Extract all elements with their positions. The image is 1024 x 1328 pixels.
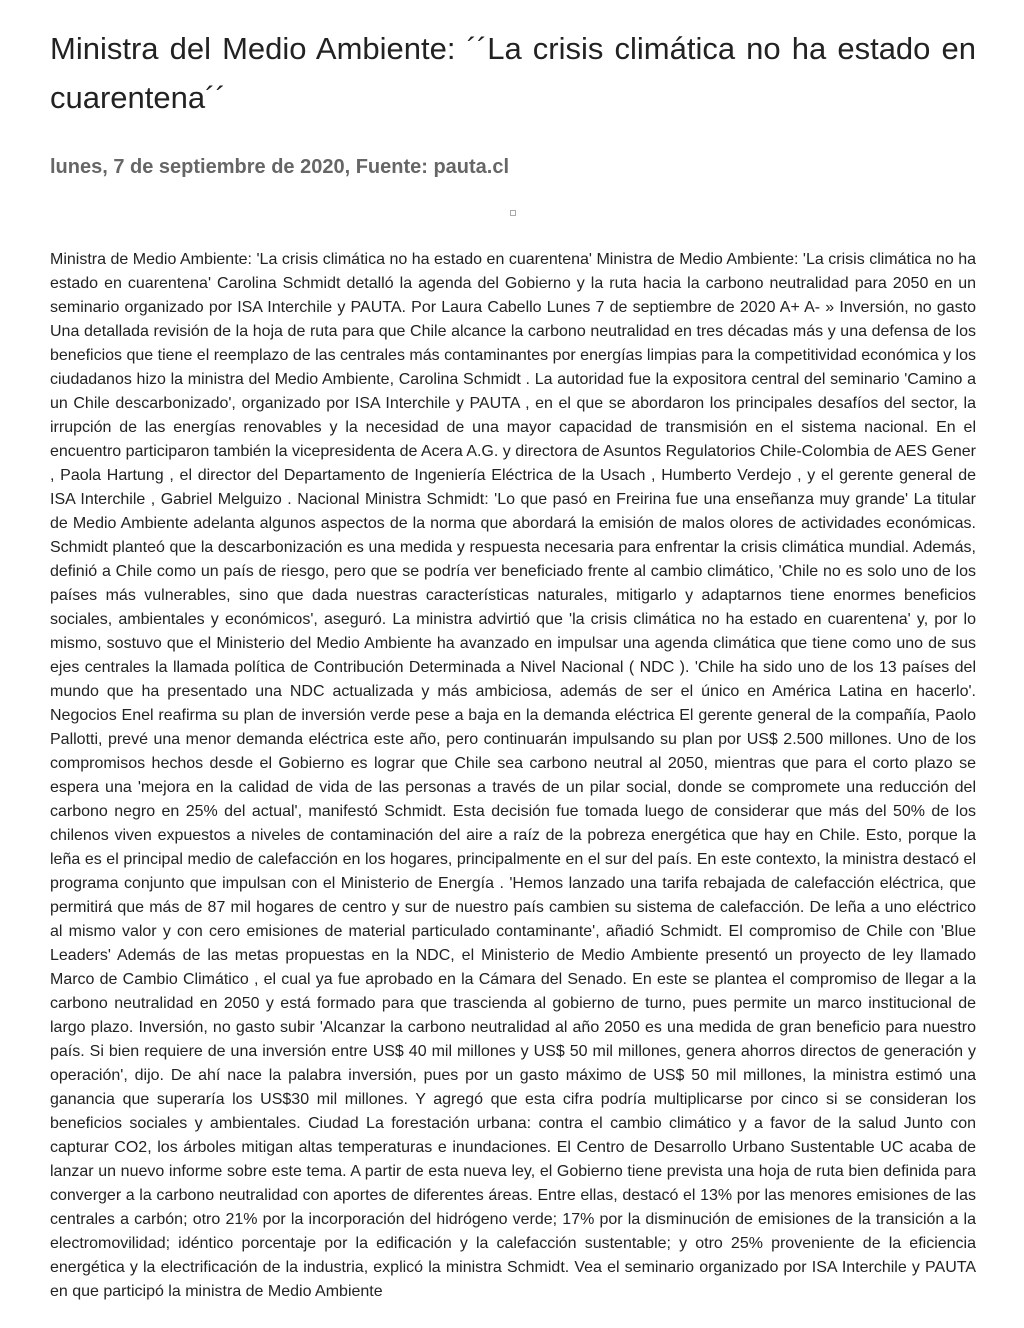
article	[50, 0, 976, 1300]
article-title: Ministra del Medio Ambiente: ´´La crisis climática no ha estado en cuarentena´´	[50, 31, 976, 115]
article-body: Ministra de Medio Ambiente: 'La crisis climática no ha estado en cuarentena' Ministra de Medio Ambiente: 'La crisis climática no ha estado en cuarentena' Carolina Schmidt detalló la agenda del Gobierno y la ruta hacia la carbono neutralidad para 2050 en un seminario organizado por ISA Interchile y PAUTA. Por Laura Cabello Lunes 7 de septiembre de 2020 A+ A- » Inversión, no gasto Una detallada revisión de la hoja de ruta para que Chile alcance la carbono neutralidad en tres décadas más y una defensa de los beneficios que tiene el reemplazo de las centrales más contaminantes por energías limpias para la competitividad económica y los ciudadanos hizo la ministra del Medio Ambiente, Carolina Schmidt . La autoridad fue la expositora central del seminario 'Camino a un Chile descarbonizado', organizado por ISA Interchile y PAUTA , en el que se abordaron los principales desafíos del sector, la irrupción de las energías renovables y la necesidad de una mayor capacidad de transmisión en el sistema nacional. En el encuentro participaron también la vicepresidenta de Acera A.G. y directora de Asuntos Regulatorios Chile-Colombia de AES Gener , Paola Hartung , el director del Departamento de Ingeniería Eléctrica de la Usach , Humberto Verdejo , y el gerente general de ISA Interchile , Gabriel Melguizo . Nacional Ministra Schmidt: 'Lo que pasó en Freirina fue una enseñanza muy grande' La titular de Medio Ambiente adelanta algunos aspectos de la norma que abordará la emisión de malos olores de actividades económicas. Schmidt planteó que la descarbonización es una medida y respuesta necesaria para enfrentar la crisis climática mundial. Además, definió a Chile como un país de riesgo, pero que se podría ver beneficiado frente al cambio climático, 'Chile no es solo uno de los países más vulnerables, sino que dada nuestras características naturales, mitigarlo y adaptarnos tiene enormes beneficios sociales, ambientales y económicos', aseguró. La ministra advirtió que 'la crisis climática no ha estado en cuarentena' y, por lo mismo, sostuvo que el Ministerio del Medio Ambiente ha avanzado en impulsar una agenda climática que tiene como uno de sus ejes centrales la llamada política de Contribución Determinada a Nivel Nacional ( NDC ). 'Chile ha sido uno de los 13 países del mundo que ha presentado una NDC actualizada y más ambiciosa, además de ser el único en América Latina en hacerlo'. Negocios Enel reafirma su plan de inversión verde pese a baja en la demanda eléctrica El gerente general de la compañía, Paolo Pallotti, prevé una menor demanda eléctrica este año, pero continuarán impulsando su plan por US$ 2.500 millones. Uno de los compromisos hechos desde el Gobierno es lograr que Chile sea carbono neutral al 2050, mientras que para el corto plazo se espera una 'mejora en la calidad de vida de las personas a través de un pilar social, donde se compromete una reducción del carbono negro en 25% del actual', manifestó Schmidt. Esta decisión fue tomada luego de considerar que más del 50% de los chilenos viven expuestos a niveles de contaminación del aire a raíz de la pobreza energética que hay en Chile. Esto, porque la leña es el principal medio de calefacción en los hogares, principalmente en el sur del país. En este contexto, la ministra destacó el programa conjunto que impulsan con el Ministerio de Energía . 'Hemos lanzado una tarifa rebajada de calefacción eléctrica, que permitirá que más de 87 mil hogares de centro y sur de nuestro país cambien su sistema de calefacción. De leña a uno eléctrico al mismo valor y con cero emisiones de material particulado contaminante', añadió Schmidt. El compromiso de Chile con 'Blue Leaders' Además de las metas propuestas en la NDC, el Ministerio de Medio Ambiente presentó un proyecto de ley llamado Marco de Cambio Climático , el cual ya fue aprobado en la Cámara del Senado. En este se plantea el compromiso de llegar a la carbono neutralidad en 2050 y está formado para que trascienda al gobierno de turno, pues permite un marco institucional de largo plazo. Inversión, no gasto subir 'Alcanzar la carbono neutralidad al año 2050 es una medida de gran beneficio para nuestro país. Si bien requiere de una inversión entre US$ 40 mil millones y US$ 50 mil millones, genera ahorros directos de generación y operación', dijo. De ahí nace la palabra inversión, pues por un gasto máximo de US$ 50 mil millones, la ministra estimó una ganancia que superaría los US$30 mil millones. Y agregó que esta cifra podría multiplicarse por cinco si se consideran los beneficios sociales y ambientales. Ciudad La forestación urbana: contra el cambio climático y a favor de la salud Junto con capturar CO2, los árboles mitigan altas temperaturas e inundaciones. El Centro de Desarrollo Urbano Sustentable UC acaba de lanzar un nuevo informe sobre este tema. A partir de esta nueva ley, el Gobierno tiene prevista una hoja de ruta bien definida para converger a la carbono neutralidad con aportes de diferentes áreas. Entre ellas, destacó el 13% por las menores emisiones de las centrales a carbón; otro 21% por la incorporación del hidrógeno verde; 17% por la disminución de emisiones de la transición a la electromovilidad; idéntico porcentaje por la edificación y la calefacción sustentable; y otro 25% proveniente de la eficiencia energética y la electrificación de la industria, explicó la ministra Schmidt. Vea el seminario organizado por ISA Interchile y PAUTA en que participó la ministra de Medio Ambiente	[50, 251, 976, 1300]
article-dateline: lunes, 7 de septiembre de 2020, Fuente: pauta.cl	[50, 156, 510, 178]
broken-image-icon	[510, 210, 516, 216]
